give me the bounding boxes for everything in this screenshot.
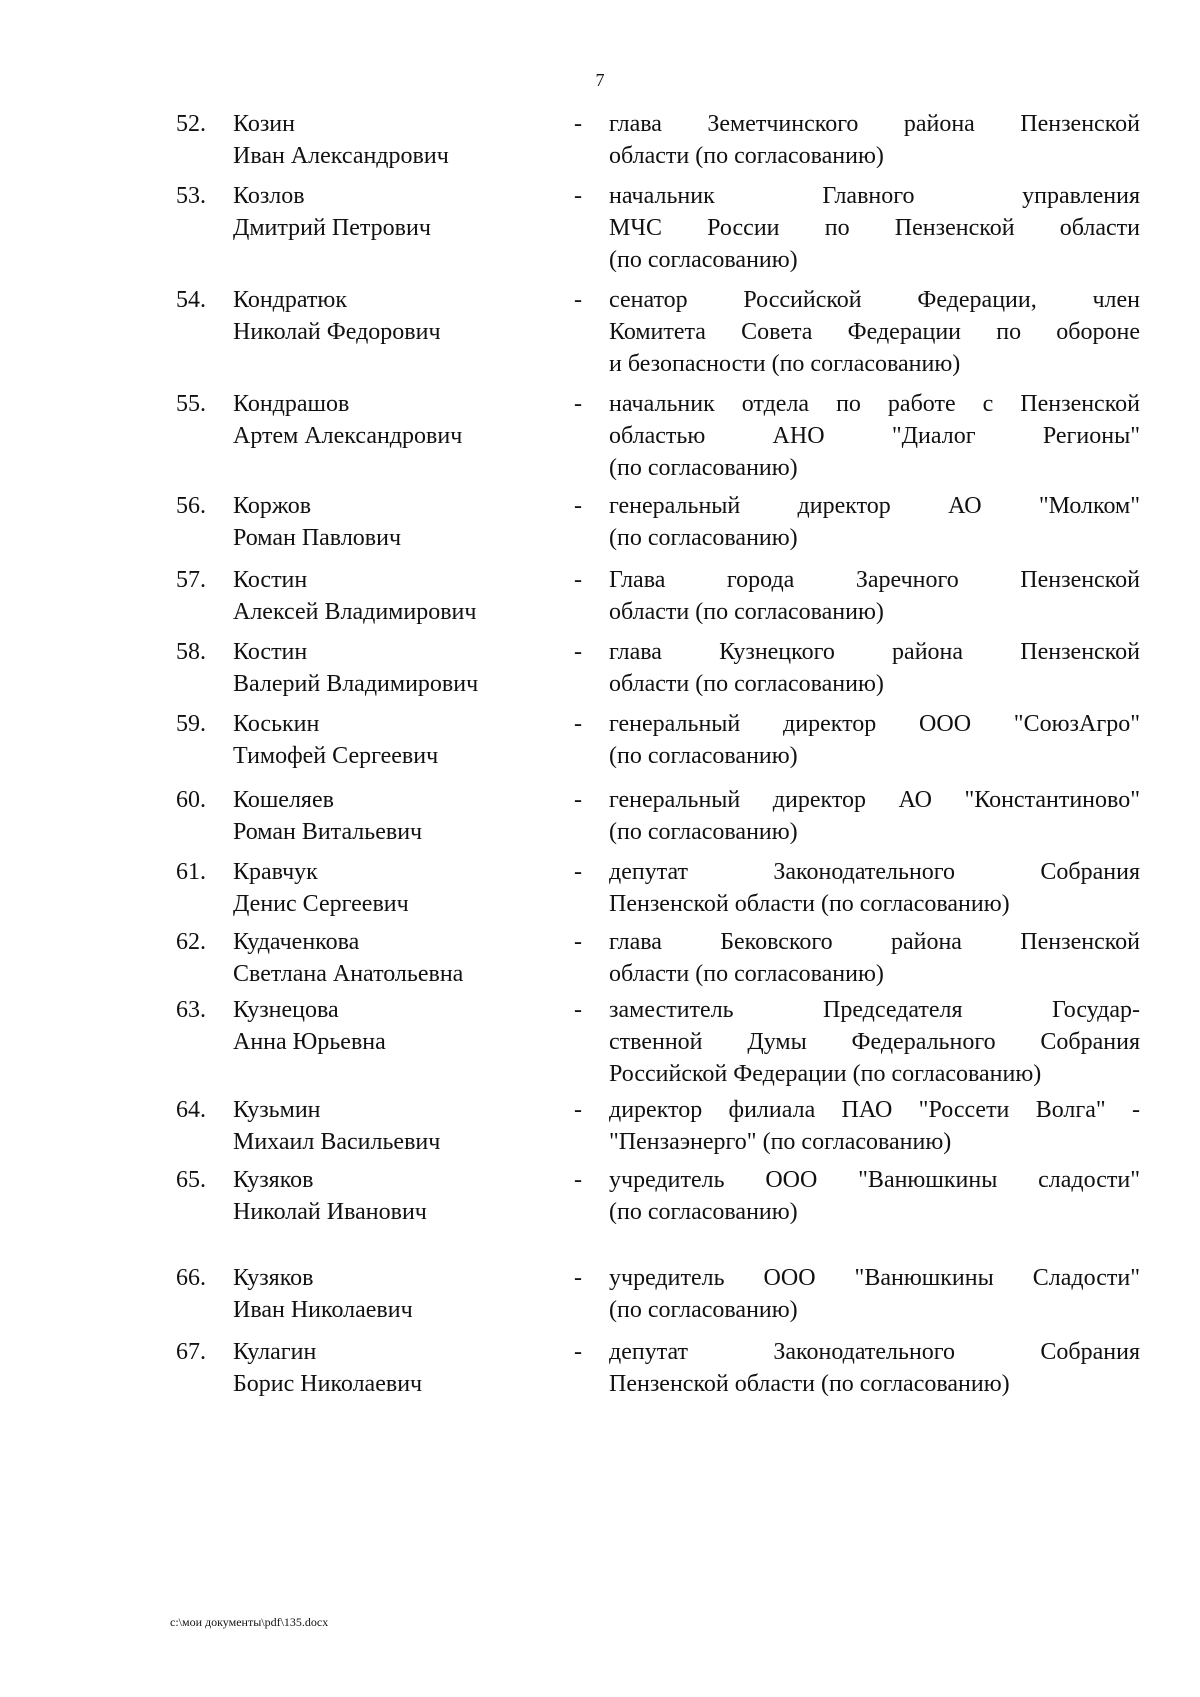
page-number: 7	[595, 70, 605, 90]
person-name	[233, 564, 563, 628]
item-number: 65.	[176, 1167, 206, 1193]
position-line: учредитель ООО "Ванюшкины Сладости"	[609, 1265, 1140, 1291]
position-description	[609, 490, 1140, 554]
position-line: Российской Федерации (по согласованию)	[609, 1061, 1042, 1087]
given-names: Роман Павлович	[233, 525, 402, 551]
position-line: глава Бековского района Пензенской	[609, 929, 1140, 955]
position-description	[609, 856, 1140, 920]
given-names: Денис Сергеевич	[233, 891, 409, 917]
surname: Кузнецова	[233, 997, 339, 1023]
position-line: Комитета Совета Федерации по обороне	[609, 319, 1140, 345]
position-description	[609, 180, 1140, 276]
surname: Кондрашов	[233, 391, 350, 417]
separator-dash: -	[574, 391, 582, 417]
item-number: 63.	[176, 997, 206, 1023]
person-name	[233, 708, 563, 772]
position-line: ственной Думы Федерального Собрания	[609, 1029, 1140, 1055]
item-number: 60.	[176, 787, 206, 813]
given-names: Иван Александрович	[233, 143, 449, 169]
position-line: начальник Главного управления	[609, 183, 1140, 209]
surname: Кулагин	[233, 1339, 317, 1365]
position-line: заместитель Председателя Государ-	[609, 997, 1140, 1023]
separator-dash: -	[574, 1167, 582, 1193]
position-line: (по согласованию)	[609, 455, 798, 481]
given-names: Артем Александрович	[233, 423, 463, 449]
position-line: МЧС России по Пензенской области	[609, 215, 1140, 241]
person-name	[233, 490, 563, 554]
position-line: глава Кузнецкого района Пензенской	[609, 639, 1140, 665]
position-line: Глава города Заречного Пензенской	[609, 567, 1140, 593]
position-line: области (по согласованию)	[609, 671, 884, 697]
position-line: "Пензаэнерго" (по согласованию)	[609, 1129, 952, 1155]
position-description	[609, 108, 1140, 172]
surname: Кузьмин	[233, 1097, 321, 1123]
surname: Кудаченкова	[233, 929, 360, 955]
person-name	[233, 784, 563, 848]
person-name	[233, 1164, 563, 1228]
given-names: Светлана Анатольевна	[233, 961, 464, 987]
position-description	[609, 1262, 1140, 1326]
item-number: 53.	[176, 183, 206, 209]
item-number: 59.	[176, 711, 206, 737]
position-line: директор филиала ПАО "Россети Волга" -	[609, 1097, 1140, 1123]
surname: Козин	[233, 111, 295, 137]
position-description	[609, 1094, 1140, 1158]
separator-dash: -	[574, 997, 582, 1023]
position-line: и безопасности (по согласованию)	[609, 351, 961, 377]
separator-dash: -	[574, 859, 582, 885]
person-name	[233, 180, 563, 244]
position-line: (по согласованию)	[609, 525, 798, 551]
separator-dash: -	[574, 1097, 582, 1123]
position-description	[609, 1336, 1140, 1400]
position-line: генеральный директор АО "Молком"	[609, 493, 1140, 519]
item-number: 55.	[176, 391, 206, 417]
position-line: области (по согласованию)	[609, 143, 884, 169]
separator-dash: -	[574, 1265, 582, 1291]
position-line: учредитель ООО "Ванюшкины сладости"	[609, 1167, 1140, 1193]
position-line: Пензенской области (по согласованию)	[609, 1371, 1010, 1397]
position-line: Пензенской области (по согласованию)	[609, 891, 1010, 917]
surname: Кондратюк	[233, 287, 347, 313]
separator-dash: -	[574, 639, 582, 665]
separator-dash: -	[574, 493, 582, 519]
item-number: 67.	[176, 1339, 206, 1365]
given-names: Дмитрий Петрович	[233, 215, 431, 241]
position-line: глава Земетчинского района Пензенской	[609, 111, 1140, 137]
separator-dash: -	[574, 787, 582, 813]
person-name	[233, 1336, 563, 1400]
position-line: начальник отдела по работе с Пензенской	[609, 391, 1140, 417]
given-names: Иван Николаевич	[233, 1297, 413, 1323]
surname: Коськин	[233, 711, 320, 737]
given-names: Роман Витальевич	[233, 819, 423, 845]
given-names: Анна Юрьевна	[233, 1029, 386, 1055]
position-description	[609, 926, 1140, 990]
position-line: депутат Законодательного Собрания	[609, 1339, 1140, 1365]
person-name	[233, 1094, 563, 1158]
person-name	[233, 284, 563, 348]
position-line: (по согласованию)	[609, 1297, 798, 1323]
separator-dash: -	[574, 287, 582, 313]
position-line: (по согласованию)	[609, 1199, 798, 1225]
position-line: депутат Законодательного Собрания	[609, 859, 1140, 885]
person-name	[233, 994, 563, 1058]
position-description	[609, 636, 1140, 700]
given-names: Борис Николаевич	[233, 1371, 423, 1397]
position-description	[609, 284, 1140, 380]
position-line: генеральный директор ООО "СоюзАгро"	[609, 711, 1140, 737]
person-name	[233, 108, 563, 172]
position-description	[609, 1164, 1140, 1228]
given-names: Валерий Владимирович	[233, 671, 479, 697]
position-description	[609, 564, 1140, 628]
separator-dash: -	[574, 929, 582, 955]
person-name	[233, 926, 563, 990]
surname: Кузяков	[233, 1167, 314, 1193]
given-names: Тимофей Сергеевич	[233, 743, 439, 769]
item-number: 54.	[176, 287, 206, 313]
position-line: (по согласованию)	[609, 247, 798, 273]
given-names: Николай Иванович	[233, 1199, 427, 1225]
position-line: области (по согласованию)	[609, 961, 884, 987]
given-names: Николай Федорович	[233, 319, 441, 345]
item-number: 64.	[176, 1097, 206, 1123]
surname: Коржов	[233, 493, 312, 519]
given-names: Алексей Владимирович	[233, 599, 477, 625]
position-line: (по согласованию)	[609, 819, 798, 845]
separator-dash: -	[574, 567, 582, 593]
surname: Костин	[233, 567, 308, 593]
surname: Костин	[233, 639, 308, 665]
position-description	[609, 388, 1140, 484]
position-line: сенатор Российской Федерации, член	[609, 287, 1140, 313]
surname: Кравчук	[233, 859, 318, 885]
position-line: генеральный директор АО "Константиново"	[609, 787, 1140, 813]
position-line: (по согласованию)	[609, 743, 798, 769]
position-description	[609, 784, 1140, 848]
position-description	[609, 708, 1140, 772]
surname: Кошеляев	[233, 787, 334, 813]
person-name	[233, 1262, 563, 1326]
position-line: области (по согласованию)	[609, 599, 884, 625]
separator-dash: -	[574, 111, 582, 137]
item-number: 56.	[176, 493, 206, 519]
item-number: 57.	[176, 567, 206, 593]
item-number: 58.	[176, 639, 206, 665]
separator-dash: -	[574, 711, 582, 737]
position-line: областью АНО "Диалог Регионы"	[609, 423, 1140, 449]
person-name	[233, 636, 563, 700]
person-name	[233, 388, 563, 452]
given-names: Михаил Васильевич	[233, 1129, 441, 1155]
separator-dash: -	[574, 1339, 582, 1365]
surname: Козлов	[233, 183, 305, 209]
position-description	[609, 994, 1140, 1090]
surname: Кузяков	[233, 1265, 314, 1291]
item-number: 52.	[176, 111, 206, 137]
footer-file-path: c:\мои документы\pdf\135.docx	[170, 1615, 329, 1629]
separator-dash: -	[574, 183, 582, 209]
item-number: 66.	[176, 1265, 206, 1291]
item-number: 62.	[176, 929, 206, 955]
person-name	[233, 856, 563, 920]
item-number: 61.	[176, 859, 206, 885]
